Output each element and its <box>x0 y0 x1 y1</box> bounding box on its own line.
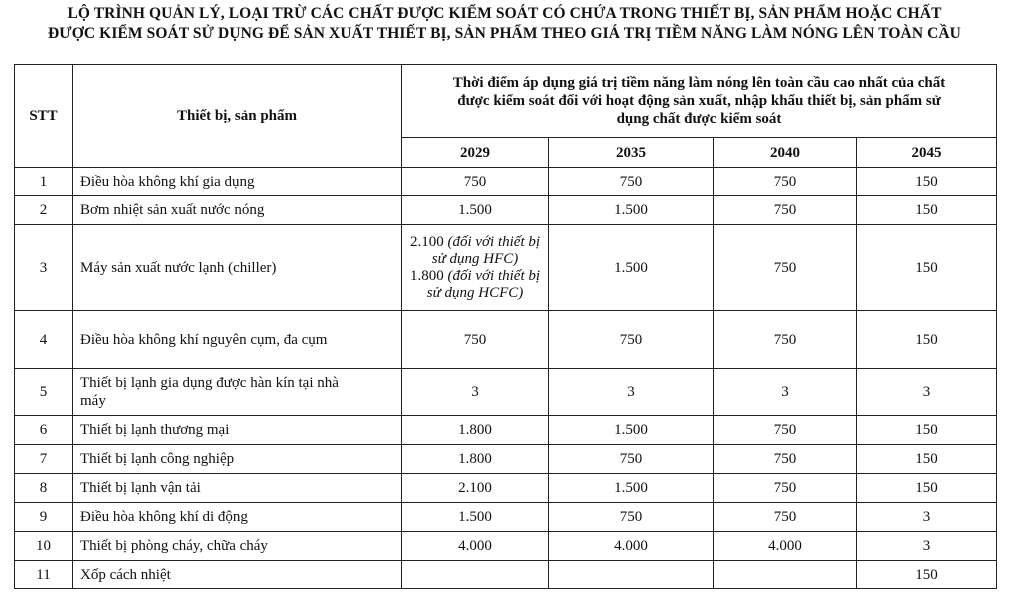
value-cell: 750 <box>549 503 714 532</box>
value-cell: 1.500 <box>402 196 549 225</box>
value-cell: 2.100 <box>402 474 549 503</box>
title-line-1: LỘ TRÌNH QUẢN LÝ, LOẠI TRỪ CÁC CHẤT ĐƯỢC KIỂM SOÁT CÓ CHỨA TRONG THIẾT BỊ, SẢN PHẨM HOẶC CHẤT <box>67 5 942 22</box>
value-cell: 750 <box>714 445 857 474</box>
product-name: Thiết bị phòng cháy, chữa cháy <box>73 532 402 561</box>
row-number: 9 <box>15 503 73 532</box>
value-cell: 150 <box>857 416 997 445</box>
row-number: 11 <box>15 561 73 589</box>
value-cell: 150 <box>857 311 997 369</box>
value-cell: 750 <box>714 416 857 445</box>
value-cell: 3 <box>402 369 549 416</box>
table-row <box>15 225 997 311</box>
table-row <box>15 561 997 589</box>
value-cell: 3 <box>857 369 997 416</box>
gwp-roadmap-table <box>14 64 997 589</box>
product-name: Thiết bị lạnh công nghiệp <box>73 445 402 474</box>
row-number: 8 <box>15 474 73 503</box>
product-name: Điều hòa không khí nguyên cụm, đa cụm <box>73 311 402 369</box>
value-cell: 750 <box>714 311 857 369</box>
year-header: 2045 <box>857 138 997 168</box>
product-name: Máy sản xuất nước lạnh (chiller) <box>73 225 402 311</box>
note-hfc-line2: sử dụng HFC) <box>431 250 519 267</box>
value-cell: 750 <box>549 168 714 196</box>
product-name: Thiết bị lạnh vận tải <box>73 474 402 503</box>
year-header: 2035 <box>549 138 714 168</box>
value-cell: 150 <box>857 168 997 196</box>
product-name: Xốp cách nhiệt <box>73 561 402 589</box>
table-row <box>15 445 997 474</box>
value-cell: 750 <box>714 168 857 196</box>
table-row <box>15 416 997 445</box>
value-cell: 150 <box>857 561 997 589</box>
row-number: 3 <box>15 225 73 311</box>
value-cell: 150 <box>857 196 997 225</box>
value-cell: 150 <box>857 474 997 503</box>
table-row <box>15 532 997 561</box>
value-cell: 1.500 <box>549 196 714 225</box>
value-cell: 3 <box>549 369 714 416</box>
row-number: 6 <box>15 416 73 445</box>
value-cell: 4.000 <box>549 532 714 561</box>
row-number: 7 <box>15 445 73 474</box>
value-cell: 3 <box>857 532 997 561</box>
value-cell: 4.000 <box>402 532 549 561</box>
value-cell: 750 <box>714 225 857 311</box>
row-number: 1 <box>15 168 73 196</box>
value-cell-note <box>402 225 549 311</box>
value-cell: 4.000 <box>714 532 857 561</box>
table-row <box>15 311 997 369</box>
header-product: Thiết bị, sản phẩm <box>73 65 402 168</box>
header-row <box>15 65 997 138</box>
row-number: 2 <box>15 196 73 225</box>
product-name: Thiết bị lạnh gia dụng được hàn kín tại nhà máy <box>73 369 402 416</box>
header-stt: STT <box>15 65 73 168</box>
value-cell: 150 <box>857 445 997 474</box>
value-cell: 1.500 <box>549 225 714 311</box>
value-cell: 3 <box>714 369 857 416</box>
note-hcfc-line2: sử dụng HCFC) <box>426 284 524 301</box>
value-cell: 1.500 <box>549 474 714 503</box>
document-title <box>0 4 1009 44</box>
note-hcfc-line1: 1.800 (đối với thiết bị <box>409 267 541 284</box>
value-cell: 750 <box>402 168 549 196</box>
value-cell: 750 <box>402 311 549 369</box>
row-number: 5 <box>15 369 73 416</box>
value-cell: 1.800 <box>402 445 549 474</box>
product-name: Bơm nhiệt sản xuất nước nóng <box>73 196 402 225</box>
product-name: Điều hòa không khí di động <box>73 503 402 532</box>
year-header: 2029 <box>402 138 549 168</box>
header-group: Thời điểm áp dụng giá trị tiềm năng làm nóng lên toàn cầu cao nhất của chất được kiểm soát đối với hoạt động sản xuất, nhập khẩu thiết bị, sản phẩm sử dụng chất được kiểm soát <box>402 65 997 138</box>
value-cell: 1.500 <box>402 503 549 532</box>
table-row <box>15 503 997 532</box>
value-cell: 750 <box>714 196 857 225</box>
value-cell <box>402 561 549 589</box>
value-cell: 750 <box>714 503 857 532</box>
value-cell <box>714 561 857 589</box>
table-row <box>15 196 997 225</box>
value-cell: 750 <box>549 445 714 474</box>
row-number: 10 <box>15 532 73 561</box>
note-hfc-line1: 2.100 (đối với thiết bị <box>409 233 541 250</box>
value-cell: 150 <box>857 225 997 311</box>
value-cell: 1.800 <box>402 416 549 445</box>
value-cell: 750 <box>714 474 857 503</box>
year-header: 2040 <box>714 138 857 168</box>
row-number: 4 <box>15 311 73 369</box>
product-name: Thiết bị lạnh thương mại <box>73 416 402 445</box>
table-row <box>15 168 997 196</box>
value-cell: 750 <box>549 311 714 369</box>
product-name: Điều hòa không khí gia dụng <box>73 168 402 196</box>
table-row <box>15 474 997 503</box>
value-cell: 3 <box>857 503 997 532</box>
table-row <box>15 369 997 416</box>
title-line-2: ĐƯỢC KIỂM SOÁT SỬ DỤNG ĐỂ SẢN XUẤT THIẾT BỊ, SẢN PHẨM THEO GIÁ TRỊ TIỀM NĂNG LÀM NÓNG LÊN TOÀN CẦU <box>48 25 961 42</box>
value-cell: 1.500 <box>549 416 714 445</box>
value-cell <box>549 561 714 589</box>
